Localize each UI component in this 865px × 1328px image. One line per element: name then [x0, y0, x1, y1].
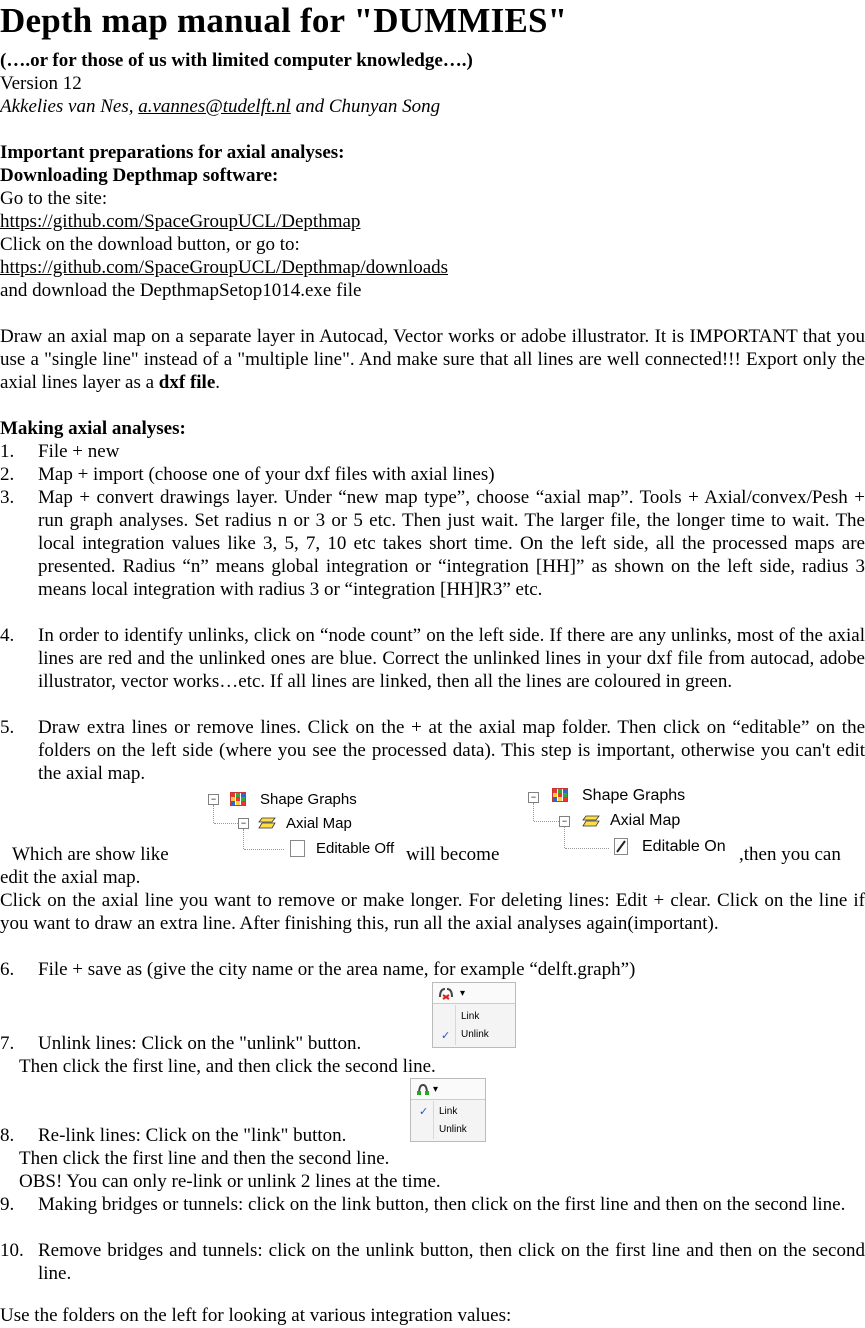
- menu-item-link[interactable]: Link: [439, 1106, 458, 1117]
- tree-shape-graphs[interactable]: Shape Graphs: [260, 791, 357, 808]
- menu-item-unlink[interactable]: Unlink: [461, 1029, 489, 1040]
- check-icon: ✓: [419, 1106, 429, 1118]
- collapse-icon: −: [559, 816, 570, 827]
- shape-graphs-icon: [230, 792, 246, 806]
- editable-on-icon[interactable]: [614, 838, 630, 856]
- list-item: 1. File + new: [0, 441, 120, 462]
- version-label: Version 12: [0, 73, 82, 94]
- download-heading: Downloading Depthmap software:: [0, 165, 279, 186]
- list-item: 6. File + save as (give the city name or the area name, for example “delft.graph”): [0, 959, 636, 980]
- item8-followup-2: OBS! You can only re-link or unlink 2 lines at the time.: [19, 1171, 441, 1192]
- shape-graphs-icon: [552, 788, 568, 802]
- authors-line: Akkelies van Nes, a.vannes@tudelft.nl and Chunyan Song: [0, 96, 441, 117]
- collapse-icon: −: [238, 818, 249, 829]
- item8-followup-1: Then click the first line and then the second line.: [19, 1148, 390, 1169]
- chevron-down-icon[interactable]: ▾: [433, 1084, 439, 1095]
- go-to-site-text: Go to the site:: [0, 188, 108, 209]
- list-item: 9. Making bridges or tunnels: click on the link button, then click on the first line and then on the second line.: [0, 1194, 846, 1215]
- click-axial-paragraph: Click on the axial line you want to remove or make longer. For deleting lines: Edit + clear. Click on the line if you want to draw an extra line. After finishing this, run all the axial analyses again(important).: [0, 890, 865, 935]
- editable-off-icon[interactable]: [290, 840, 305, 857]
- link-tool-icon[interactable]: [416, 1082, 430, 1096]
- author-email-link[interactable]: a.vannes@tudelft.nl: [138, 96, 291, 117]
- depthmap-link[interactable]: https://github.com/SpaceGroupUCL/Depthmap: [0, 211, 361, 232]
- tree-shape-graphs[interactable]: Shape Graphs: [582, 787, 686, 804]
- subtitle: (….or for those of us with limited computer knowledge….): [0, 50, 473, 71]
- list-item: 8. Re-link lines: Click on the "link" button.: [0, 1125, 347, 1146]
- prep-heading: Important preparations for axial analyses:: [0, 142, 345, 163]
- list-item: 2. Map + import (choose one of your dxf files with axial lines): [0, 464, 495, 485]
- dxf-file-emphasis: dxf file: [158, 372, 216, 394]
- axial-map-icon: [258, 817, 276, 829]
- tree-editable-on-screenshot: [526, 786, 738, 862]
- folders-line: Use the folders on the left for looking at various integration values:: [0, 1305, 512, 1326]
- menu-item-link[interactable]: Link: [461, 1011, 480, 1022]
- page-title: Depth map manual for "DUMMIES": [0, 1, 568, 40]
- download-file-text: and download the DepthmapSetop1014.exe file: [0, 280, 362, 301]
- list-item: 3. Map + convert drawings layer. Under “new map type”, choose “axial map”. Tools + Axial/convex/Pesh + run graph analyses. Set radius n or 3 or 5 etc. Then just wait. The larger file, the longer time to wait. The local integration values like 3, 5, 7, 10 etc takes short time. On the left side, all the processed maps are presented. Radius “n” means global integration or “integration [HH]” as shown on the left side, radius 3 means local integration with radius 3 or “integration [HH]R3” etc.: [0, 487, 865, 601]
- chevron-down-icon[interactable]: ▾: [460, 988, 466, 999]
- tree-axial-map[interactable]: Axial Map: [610, 812, 681, 829]
- click-download-text: Click on the download button, or go to:: [0, 234, 300, 255]
- item7-followup: Then click the first line, and then click the second line.: [19, 1056, 436, 1077]
- list-item: 5. Draw extra lines or remove lines. Click on the + at the axial map folder. Then click on “editable” on the folders on the left side (where you see the processed data). This step is important, otherwise you can't edit the axial map.: [0, 717, 865, 785]
- list-item: 4. In order to identify unlinks, click on “node count” on the left side. If there are any unlinks, most of the axial lines are red and the unlinked ones are blue. Correct the unlinked lines in your dxf file from autocad, adobe illustrator, vector works…etc. If all lines are linked, then all the lines are coloured in green.: [0, 625, 865, 693]
- tree-editable-off-screenshot: [206, 790, 404, 862]
- which-middle-text: will become: [406, 844, 500, 865]
- unlink-tool-icon[interactable]: [437, 986, 455, 1000]
- collapse-icon: −: [208, 794, 219, 805]
- tree-editable-off[interactable]: Editable Off: [316, 840, 395, 857]
- making-heading: Making axial analyses:: [0, 418, 186, 439]
- downloads-link[interactable]: https://github.com/SpaceGroupUCL/Depthmap/downloads: [0, 257, 449, 278]
- collapse-icon: −: [528, 792, 539, 803]
- edit-axial-map-text: edit the axial map.: [0, 867, 141, 888]
- list-item: 7. Unlink lines: Click on the "unlink" button.: [0, 1033, 362, 1054]
- title-dummies: DUMMIES: [373, 1, 548, 40]
- draw-axial-paragraph: Draw an axial map on a separate layer in Autocad, Vector works or adobe illustrator. It is IMPORTANT that you use a "single line" instead of a "multiple line". And make sure that all lines are well connected!!! Export only the axial lines layer as a dxf file.: [0, 326, 865, 394]
- menu-item-unlink[interactable]: Unlink: [439, 1124, 467, 1135]
- check-icon: ✓: [441, 1030, 451, 1042]
- tree-editable-on[interactable]: Editable On: [642, 838, 726, 855]
- axial-map-icon: [582, 815, 600, 827]
- tree-axial-map[interactable]: Axial Map: [286, 815, 352, 832]
- which-before-text: Which are show like: [12, 844, 169, 865]
- list-item: 10. Remove bridges and tunnels: click on the unlink button, then click on the first line and then on the second line.: [0, 1240, 865, 1285]
- which-after-text: ,then you can: [739, 844, 841, 865]
